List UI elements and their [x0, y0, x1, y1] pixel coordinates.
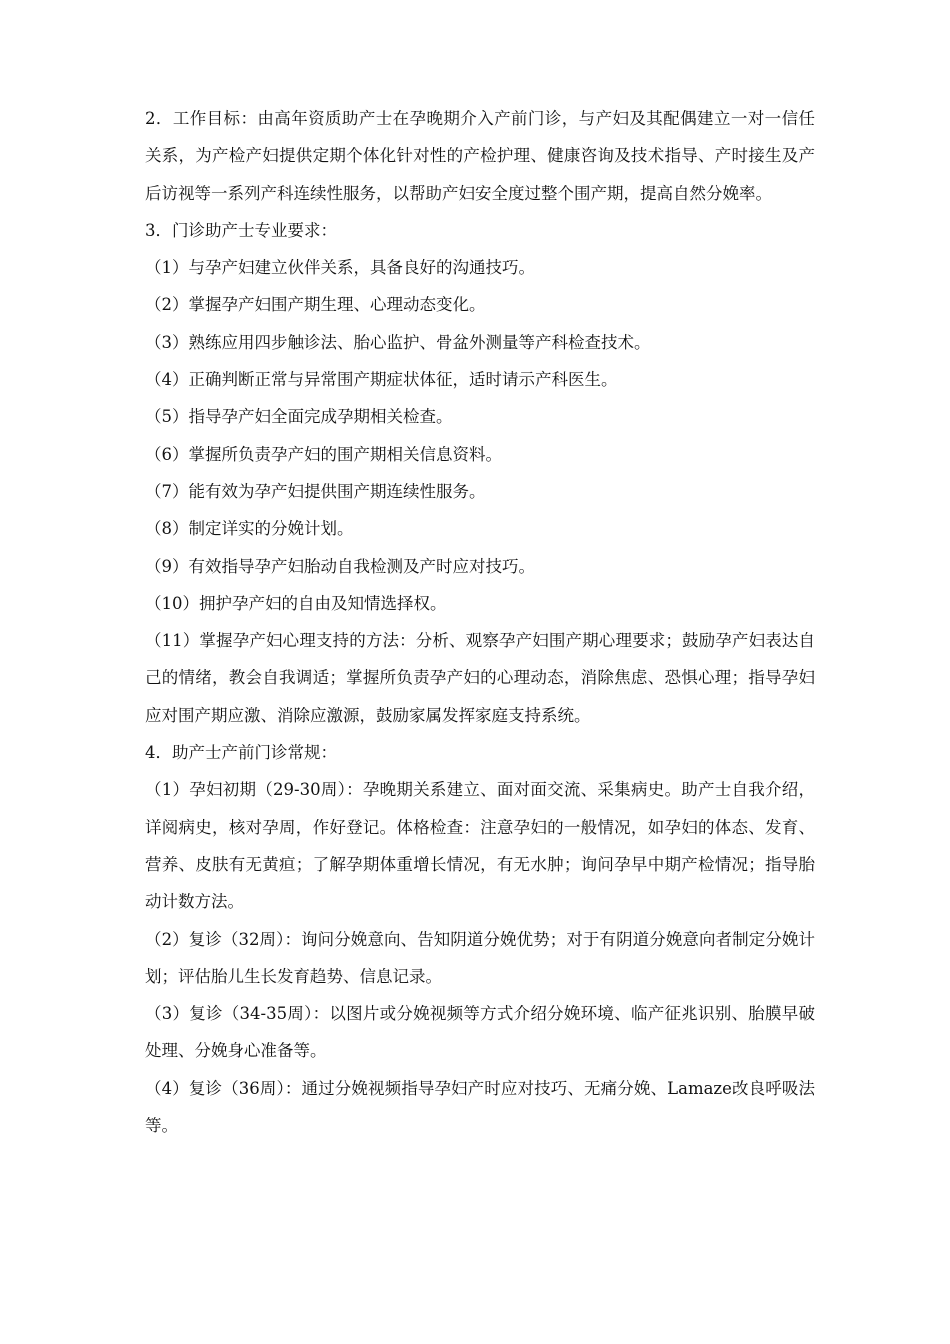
list-item: （7）能有效为孕产妇提供围产期连续性服务。 — [145, 481, 486, 501]
list-item: （2）掌握孕产妇围产期生理、心理动态变化。 — [145, 295, 486, 315]
heading-professional-requirements: 3．门诊助产士专业要求： — [145, 220, 337, 240]
list-item: （4）复诊（36周）：通过分娩视频指导孕妇产时应对技巧、无痛分娩、Lamaze改良呼吸法等。 — [145, 1078, 815, 1136]
list-item: （2）复诊（32周）：询问分娩意向、告知阴道分娩优势；对于有阴道分娩意向者制定分娩计划；评估胎儿生长发育趋势、信息记录。 — [145, 929, 815, 986]
list-item: （8）制定详实的分娩计划。 — [145, 519, 354, 539]
heading-clinic-routine: 4．助产士产前门诊常规： — [145, 743, 337, 763]
list-item: （9）有效指导孕产妇胎动自我检测及产时应对技巧。 — [145, 556, 535, 576]
document-page — [145, 100, 815, 1144]
list-item: （4）正确判断正常与异常围产期症状体征，适时请示产科医生。 — [145, 370, 618, 390]
list-item: （1）孕妇初期（29-30周）：孕晚期关系建立、面对面交流、采集病史。助产士自我介绍，详阅病史，核对孕周，作好登记。体格检查：注意孕妇的一般情况，如孕妇的体态、发育、营养、皮肤有无黄疸；了解孕期体重增长情况，有无水肿；询问孕早中期产检情况；指导胎动计数方法。 — [145, 780, 815, 912]
list-item: （5）指导孕产妇全面完成孕期相关检查。 — [145, 407, 453, 427]
list-item: （1）与孕产妇建立伙伴关系，具备良好的沟通技巧。 — [145, 258, 535, 278]
list-item: （11）掌握孕产妇心理支持的方法：分析、观察孕产妇围产期心理要求；鼓励孕产妇表达自己的情绪，教会自我调适；掌握所负责孕产妇的心理动态，消除焦虑、恐惧心理；指导孕妇应对围产期应激、消除应激源，鼓励家属发挥家庭支持系统。 — [145, 631, 815, 725]
paragraph-work-goal: 2．工作目标：由高年资质助产士在孕晚期介入产前门诊，与产妇及其配偶建立一对一信任关系，为产检产妇提供定期个体化针对性的产检护理、健康咨询及技术指导、产时接生及产后访视等一系列产科连续性服务，以帮助产妇安全度过整个围产期，提高自然分娩率。 — [145, 109, 815, 203]
list-item: （3）复诊（34-35周）：以图片或分娩视频等方式介绍分娩环境、临产征兆识别、胎膜早破处理、分娩身心准备等。 — [145, 1004, 815, 1061]
list-item: （6）掌握所负责孕产妇的围产期相关信息资料。 — [145, 444, 502, 464]
list-item: （10）拥护孕产妇的自由及知情选择权。 — [145, 593, 447, 613]
list-item: （3）熟练应用四步触诊法、胎心监护、骨盆外测量等产科检查技术。 — [145, 332, 651, 352]
